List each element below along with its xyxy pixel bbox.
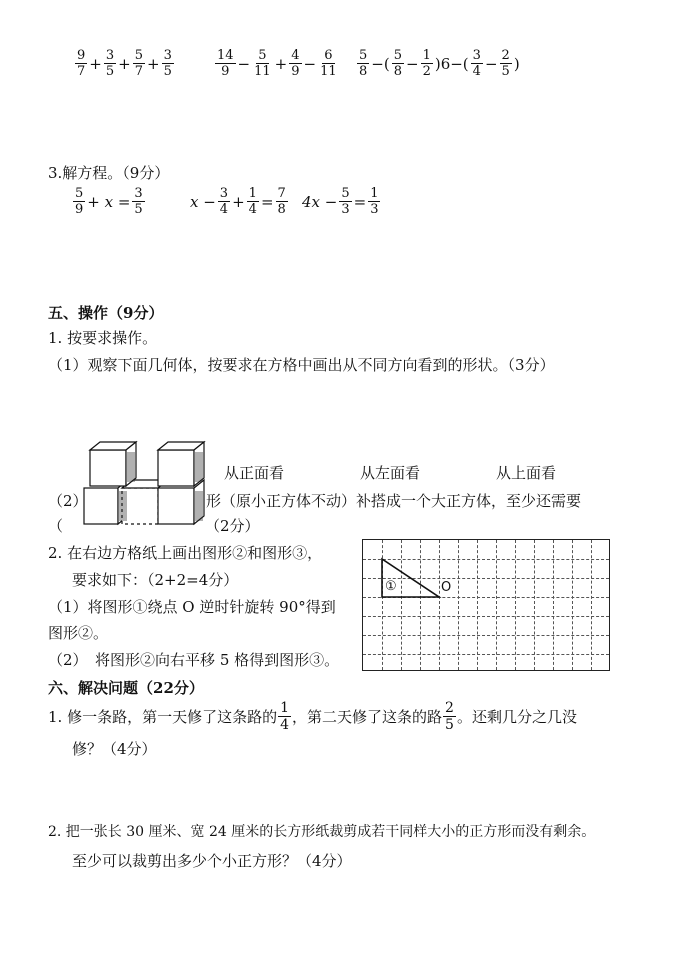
fraction: $\frac{4}{9}$ <box>291 48 300 79</box>
fraction: $\frac{5}{3}$ <box>341 186 350 217</box>
fraction: $\frac{5}{7}$ <box>134 48 143 79</box>
question-2-line-4: 图形②。 <box>48 624 109 642</box>
fraction: $\frac{5}{11}$ <box>254 48 271 79</box>
fraction: $\frac{1}{4}$ <box>248 186 257 217</box>
question-1-part-2-score: （2分） <box>205 517 260 535</box>
question-2-line-3: （1）将图形①绕点 O 逆时针旋转 90°得到 <box>48 598 336 616</box>
question-1-part-2-prefix: （2） <box>48 492 88 510</box>
problem-2-line-2: 至少可以裁剪出多少个小正方形？（4分） <box>72 852 352 870</box>
view-front-label: 从正面看 <box>224 464 285 482</box>
view-top-label: 从上面看 <box>496 464 557 482</box>
fraction: $\frac{1}{3}$ <box>370 186 379 217</box>
fraction: $\frac{14}{9}$ <box>217 48 234 79</box>
fraction: $\frac{9}{7}$ <box>77 48 86 79</box>
fraction: $\frac{5}{8}$ <box>393 48 402 79</box>
question-2-line-1: 2. 在右边方格纸上画出图形②和图形③， <box>48 544 323 562</box>
equation-3: 4x − $\frac{5}{3}$ = $\frac{1}{3}$ <box>302 186 379 217</box>
point-o-label: O <box>441 580 452 595</box>
problem-1-line-2: 修？（4分） <box>72 740 157 758</box>
fraction: $\frac{7}{8}$ <box>277 186 286 217</box>
fraction: $\frac{3}{5}$ <box>163 48 172 79</box>
problem-2-line-1: 2. 把一张长 30 厘米、宽 24 厘米的长方形纸裁剪成若干同样大小的正方形而没有剩余。 <box>48 824 596 840</box>
question-1-part-2-text: 形（原小正方体不动）补搭成一个大正方体，至少还需要 <box>206 492 582 510</box>
question-2-line-2: 要求如下：（2+2=4分） <box>72 571 239 589</box>
section-3-title: 3.解方程。（9分） <box>48 164 170 182</box>
fraction: $\frac{2}{5}$ <box>501 48 510 79</box>
answer-blank-open: （ <box>48 517 64 535</box>
fraction: $\frac{3}{4}$ <box>472 48 481 79</box>
fraction: $\frac{3}{4}$ <box>219 186 229 217</box>
cube-stack-figure <box>78 436 220 532</box>
equation-2: x − $\frac{3}{4}$ + $\frac{1}{4}$ = $\frac{7}{8}$ <box>190 186 286 217</box>
shape-1-label: ① <box>385 579 397 594</box>
triangle-shape-1 <box>363 540 609 670</box>
fraction: $\frac{1}{2}$ <box>422 48 431 79</box>
fraction: $\frac{3}{5}$ <box>134 186 143 217</box>
question-1-part-1: （1）观察下面几何体，按要求在方格中画出从不同方向看到的形状。（3分） <box>48 356 555 374</box>
section-5-title: 五、操作（9分） <box>48 304 164 322</box>
calc-expression-2: $\frac{14}{9}$ − $\frac{5}{11}$ + $\frac{4}{9}$ − $\frac{6}{11}$ <box>217 48 337 79</box>
fraction: $\frac{1}{4}$ <box>280 700 290 733</box>
calc-expression-1: $\frac{9}{7}$ + $\frac{3}{5}$ + $\frac{5}{7}$ + $\frac{3}{5}$ <box>77 48 172 79</box>
question-2-line-5: （2） 将图形②向右平移 5 格得到图形③。 <box>48 651 340 669</box>
fraction: $\frac{6}{11}$ <box>320 48 337 79</box>
question-1: 1. 按要求操作。 <box>48 329 158 347</box>
fraction: $\frac{5}{8}$ <box>359 48 368 79</box>
section-6-title: 六、解决问题（22分） <box>48 679 204 697</box>
equation-1: $\frac{5}{9}$ + x = $\frac{3}{5}$ <box>75 186 143 217</box>
problem-1-line-1: 1. 修一条路，第一天修了这条路的 $\frac{1}{4}$ ，第二天修了这条的路 $\frac{2}{5}$ 。还剩几分之几没 <box>48 700 577 733</box>
view-left-label: 从左面看 <box>360 464 421 482</box>
fraction: $\frac{5}{9}$ <box>75 186 84 217</box>
fraction: $\frac{2}{5}$ <box>445 700 454 733</box>
fraction: $\frac{3}{5}$ <box>105 48 115 79</box>
calc-expression-3: $\frac{5}{8}$ −( $\frac{5}{8}$ − $\frac{1}{2}$ )6−( $\frac{3}{4}$ − $\frac{2}{5}$ ) <box>359 48 520 79</box>
grid-paper[interactable] <box>362 539 610 671</box>
